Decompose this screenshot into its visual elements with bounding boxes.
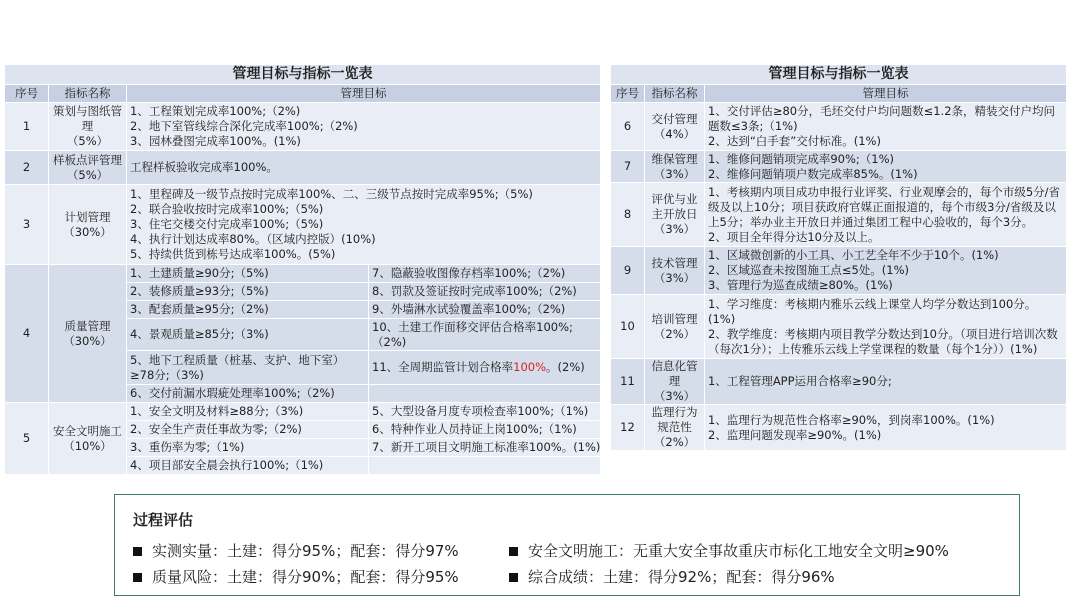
goal-item: 7、隐蔽验收图像存档率100%;（2%) <box>369 265 601 283</box>
goal-item: 4、执行计划达成率80%。（区域内控版）(10%) <box>130 232 376 246</box>
goal-text: 11、全周期监管计划合格率 <box>372 360 514 374</box>
row-seq: 6 <box>611 103 645 151</box>
goal-item: 1、工程策划完成率100%;（2%) <box>130 104 301 118</box>
col-header-goal: 管理目标 <box>127 85 601 103</box>
goal-item: 3、重伤率为零;（1%) <box>127 439 369 457</box>
table-row <box>611 183 1067 247</box>
goal-item: 10、土建工作面移交评估合格率100%;（2%) <box>369 319 601 351</box>
goal-item: 5、持续供货到栋号达成率100%。(5%) <box>130 247 336 261</box>
row-indicator-name: 质量管理 （30%） <box>49 265 127 403</box>
goal-item: 3、住宅交楼交付完成率100%;（5%) <box>130 217 324 231</box>
goal-item: 6、特种作业人员持证上岗100%;（1%) <box>369 421 601 439</box>
table-row <box>611 151 1067 183</box>
goal-item: 1、土建质量≥90分;（5%) <box>127 265 369 283</box>
goal-item: 4、项目部安全晨会执行100%;（1%) <box>127 457 369 475</box>
goal-item: 2、联合验收按时完成率100%;（5%) <box>130 202 324 216</box>
goal-item: 1、考核期内项目成功申报行业评奖、行业观摩会的，每个市级5分/省级及以上10分；项目获政府官媒正面报道的，每个市级3分/省级及以上5分；举办业主开放日并通过集团工程中心验收的，每个3分。 <box>708 184 1061 229</box>
row-indicator-name: 评优与业主开放日 （3%） <box>645 183 705 247</box>
row-indicator-name: 信息化管理 （3%） <box>645 359 705 405</box>
table-row <box>611 295 1067 359</box>
row-indicator-name: 策划与图纸管理 （5%） <box>49 103 127 151</box>
row-seq: 11 <box>611 359 645 405</box>
row-seq: 7 <box>611 151 645 183</box>
table-row <box>611 359 1067 405</box>
col-header-seq: 序号 <box>5 85 49 103</box>
square-bullet-icon <box>133 547 142 556</box>
row-seq: 3 <box>5 185 49 265</box>
square-bullet-icon <box>133 573 142 582</box>
goal-item: 8、罚款及签证按时完成率100%;（2%) <box>369 283 601 301</box>
row-goals <box>127 151 601 185</box>
summary-item <box>509 564 835 590</box>
summary-item <box>509 538 949 564</box>
goal-item: 6、交付前漏水瑕疵处理率100%;（2%) <box>127 385 369 403</box>
goal-item: 3、配套质量≥95分;（2%) <box>127 301 369 319</box>
row-goals <box>705 103 1067 151</box>
col-header-goal: 管理目标 <box>705 85 1067 103</box>
goal-item: 2、维修问题销项户数完成率85%。(1%) <box>708 166 918 181</box>
right-indicator-table <box>610 64 1067 451</box>
goal-item: 2、达到“白手套”交付标准。(1%) <box>708 134 881 148</box>
goal-item: 工程样板验收完成率100%。 <box>130 160 278 174</box>
goal-item: 1、交付评估≥80分，毛坯交付户均问题数≤1.2条，精装交付户均问题数≤3条;（1%) <box>708 104 1056 133</box>
row-seq: 10 <box>611 295 645 359</box>
goal-item: 4、景观质量≥85分;（3%) <box>127 319 369 351</box>
goal-text: 。(2%) <box>546 360 585 374</box>
table-row <box>611 247 1067 295</box>
table-row <box>5 265 601 283</box>
row-indicator-name: 交付管理 （4%） <box>645 103 705 151</box>
row-goals <box>705 405 1067 451</box>
empty-cell <box>369 457 601 475</box>
col-header-name: 指标名称 <box>645 85 705 103</box>
summary-item-text: 实测实量：土建：得分95%；配套：得分97% <box>152 542 459 560</box>
row-goals <box>705 183 1067 247</box>
goal-item: 1、区域微创新的小工具、小工艺全年不少于10个。(1%) <box>708 248 999 262</box>
goal-item: 2、项目全年得分达10分及以上。 <box>708 229 880 244</box>
row-seq: 5 <box>5 403 49 475</box>
empty-cell <box>369 385 601 403</box>
row-seq: 9 <box>611 247 645 295</box>
goal-item: 2、地下室管线综合深化完成率100%;（2%) <box>130 119 358 133</box>
goal-item: 7、新开工项目文明施工标准率100%。(1%) <box>369 439 601 457</box>
goal-item: 3、管理行为巡查成绩≥80%。(1%) <box>708 278 893 292</box>
goal-item: 9、外墙淋水试验覆盖率100%;（2%) <box>369 301 601 319</box>
summary-item-text: 综合成绩：土建：得分92%；配套：得分96% <box>528 568 835 586</box>
table-row <box>5 403 601 421</box>
goal-item: 2、装修质量≥93分;（5%) <box>127 283 369 301</box>
process-evaluation-box <box>114 494 1020 596</box>
left-table-title: 管理目标与指标一览表 <box>5 65 601 85</box>
summary-item <box>133 564 509 590</box>
row-indicator-name: 样板点评管理 （5%） <box>49 151 127 185</box>
row-indicator-name: 维保管理 （3%） <box>645 151 705 183</box>
goal-item: 2、区域巡查未按图施工点≤5处。(1%) <box>708 263 909 277</box>
goal-item: 5、大型设备月度专项检查率100%;（1%) <box>369 403 601 421</box>
goal-item: 2、安全生产责任事故为零;（2%) <box>127 421 369 439</box>
row-indicator-name: 计划管理 （30%） <box>49 185 127 265</box>
row-goals <box>127 185 601 265</box>
table-row <box>611 405 1067 451</box>
highlight-value: 100% <box>513 360 547 374</box>
row-indicator-name: 监理行为规范性 （2%） <box>645 405 705 451</box>
square-bullet-icon <box>509 573 518 582</box>
row-seq: 8 <box>611 183 645 247</box>
square-bullet-icon <box>509 547 518 556</box>
table-row <box>5 185 601 265</box>
row-goals <box>705 359 1067 405</box>
goal-item: 1、安全文明及材料≥88分;（3%) <box>127 403 369 421</box>
row-goals <box>705 151 1067 183</box>
goal-item: 1、维修问题销项完成率90%;（1%) <box>708 151 894 166</box>
row-indicator-name: 技术管理 （3%） <box>645 247 705 295</box>
right-table-title: 管理目标与指标一览表 <box>611 65 1067 85</box>
goal-item: 5、地下工程质量（桩基、支护、地下室）≥78分;（3%) <box>127 351 369 385</box>
summary-row <box>133 538 1001 564</box>
row-goals <box>705 295 1067 359</box>
table-row <box>611 103 1067 151</box>
goal-item: 1、监理行为规范性合格率≥90%，到岗率100%。(1%) <box>708 412 995 427</box>
goal-item: 1、工程管理APP运用合格率≥90分; <box>708 374 892 388</box>
goal-item: 1、里程碑及一级节点按时完成率100%、二、三级节点按时完成率95%;（5%) <box>130 187 533 201</box>
table-row <box>5 103 601 151</box>
left-indicator-table <box>4 64 601 475</box>
row-seq: 4 <box>5 265 49 403</box>
row-indicator-name: 安全文明施工 （10%） <box>49 403 127 475</box>
summary-item-text: 安全文明施工：无重大安全事故重庆市标化工地安全文明≥90% <box>528 542 949 560</box>
summary-item-text: 质量风险：土建：得分90%；配套：得分95% <box>152 568 459 586</box>
row-seq: 1 <box>5 103 49 151</box>
row-seq: 12 <box>611 405 645 451</box>
goal-item: 2、监理问题发现率≥90%。(1%) <box>708 427 882 442</box>
goal-item: 2、教学维度：考核期内项目教学分数达到10分。（项目进行培训次数（每次1分）；上传雅乐云线上学堂课程的数量（每个1分））(1%) <box>708 326 1058 356</box>
goal-item <box>369 351 601 385</box>
goal-item: 1、学习维度：考核期内雅乐云线上课堂人均学分数达到100分。(1%) <box>708 296 1037 326</box>
table-row <box>5 151 601 185</box>
col-header-seq: 序号 <box>611 85 645 103</box>
summary-title: 过程评估 <box>133 511 194 529</box>
goal-item: 3、园林叠图完成率100%。(1%) <box>130 134 301 148</box>
col-header-name: 指标名称 <box>49 85 127 103</box>
row-indicator-name: 培训管理 （2%） <box>645 295 705 359</box>
row-goals <box>127 103 601 151</box>
row-seq: 2 <box>5 151 49 185</box>
summary-item <box>133 538 509 564</box>
row-goals <box>705 247 1067 295</box>
summary-row <box>133 564 1001 590</box>
